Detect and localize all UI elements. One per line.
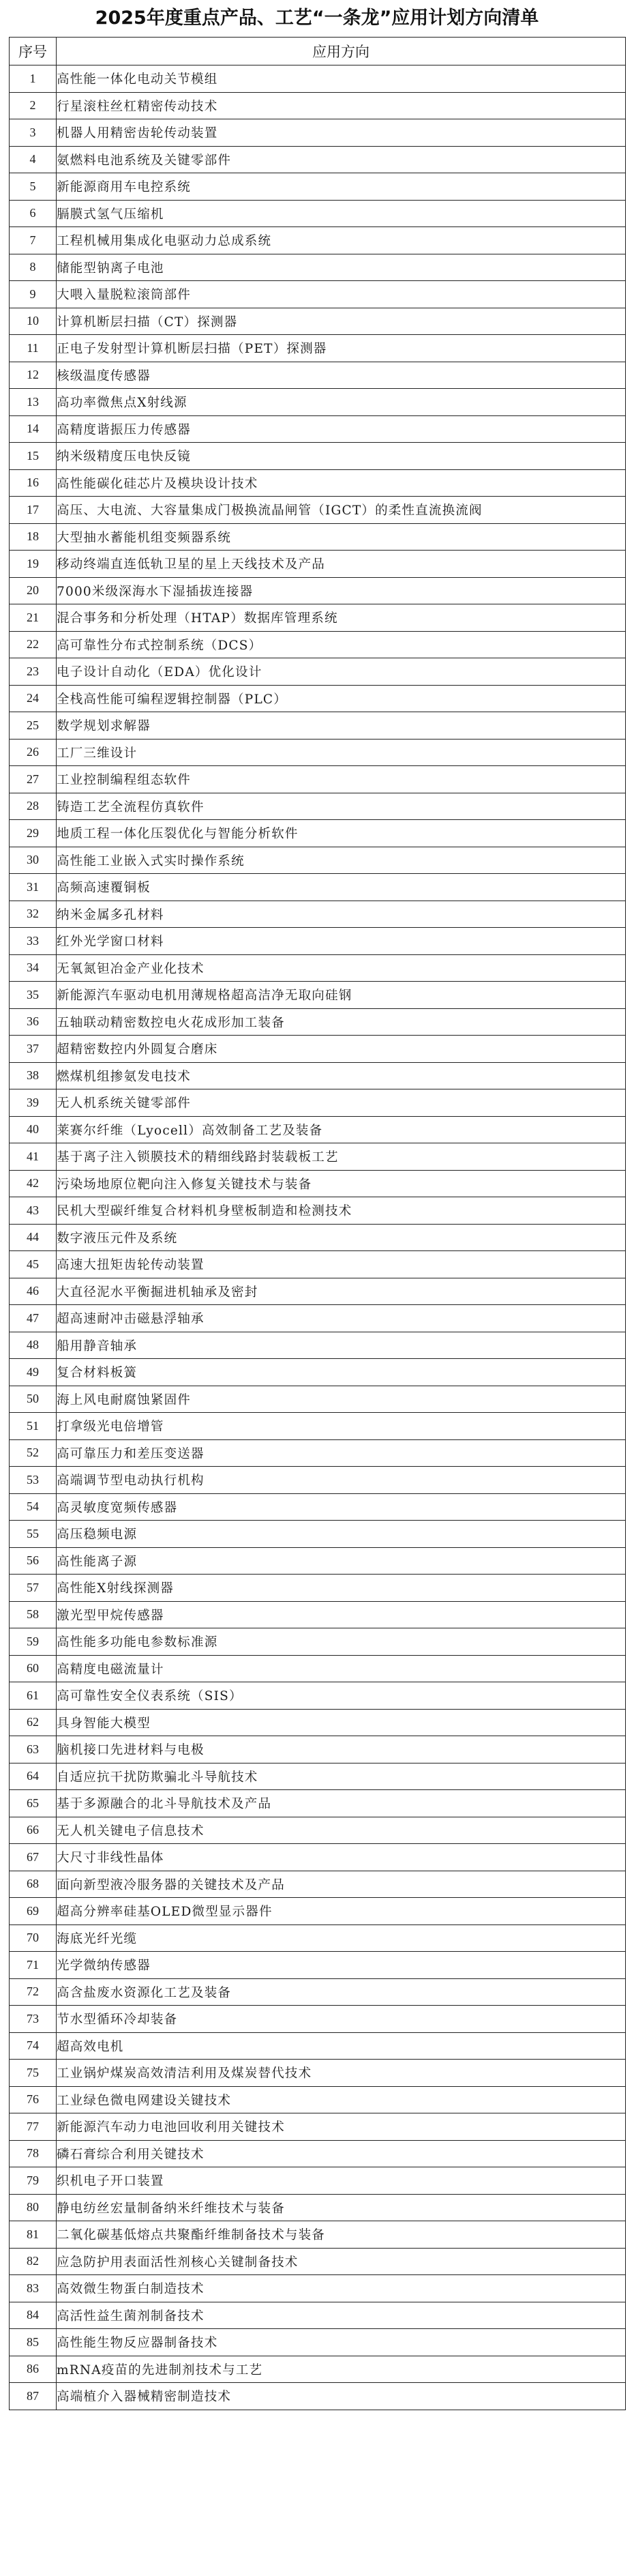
row-application-direction: 大尺寸非线性晶体 (57, 1844, 626, 1871)
row-application-direction: 移动终端直连低轨卫星的星上天线技术及产品 (57, 551, 626, 578)
table-row (10, 901, 626, 928)
row-serial-number: 20 (10, 577, 57, 604)
row-application-direction: 节水型循环冷却装备 (57, 2006, 626, 2033)
row-application-direction: 无人机系统关键零部件 (57, 1089, 626, 1117)
table-row (10, 1521, 626, 1548)
row-serial-number: 5 (10, 173, 57, 201)
row-serial-number: 33 (10, 928, 57, 955)
row-serial-number: 75 (10, 2060, 57, 2087)
row-application-direction: 五轴联动精密数控电火花成形加工装备 (57, 1008, 626, 1036)
table-row (10, 1817, 626, 1844)
table-row (10, 1871, 626, 1898)
table-row (10, 2248, 626, 2275)
row-serial-number: 23 (10, 658, 57, 686)
row-serial-number: 48 (10, 1332, 57, 1359)
table-row (10, 1062, 626, 1089)
row-application-direction: 大型抽水蓄能机组变频器系统 (57, 523, 626, 551)
row-serial-number: 64 (10, 1763, 57, 1790)
row-serial-number: 24 (10, 685, 57, 712)
table-row (10, 1305, 626, 1332)
row-application-direction: 铸造工艺全流程仿真软件 (57, 793, 626, 820)
row-serial-number: 40 (10, 1116, 57, 1143)
row-serial-number: 81 (10, 2221, 57, 2249)
table-row (10, 1251, 626, 1278)
table-row (10, 1467, 626, 1494)
row-application-direction: 高精度电磁流量计 (57, 1655, 626, 1682)
table-row (10, 2113, 626, 2141)
table-row (10, 1224, 626, 1251)
table-row (10, 1008, 626, 1036)
table-row (10, 1413, 626, 1440)
row-application-direction: 应急防护用表面活性剂核心关键制备技术 (57, 2248, 626, 2275)
row-application-direction: 数学规划求解器 (57, 712, 626, 740)
row-serial-number: 87 (10, 2383, 57, 2410)
table-row (10, 173, 626, 201)
table-row (10, 415, 626, 443)
table-row (10, 1898, 626, 1925)
row-serial-number: 32 (10, 901, 57, 928)
row-serial-number: 69 (10, 1898, 57, 1925)
row-serial-number: 42 (10, 1170, 57, 1197)
table-row (10, 1197, 626, 1225)
row-serial-number: 53 (10, 1467, 57, 1494)
table-row (10, 254, 626, 281)
row-application-direction: 大喂入量脱粒滚筒部件 (57, 281, 626, 308)
row-application-direction: 海上风电耐腐蚀紧固件 (57, 1386, 626, 1413)
row-serial-number: 56 (10, 1547, 57, 1575)
row-serial-number: 4 (10, 146, 57, 173)
row-application-direction: 复合材料板簧 (57, 1359, 626, 1386)
row-application-direction: 高性能碳化硅芯片及模块设计技术 (57, 469, 626, 497)
table-row (10, 1682, 626, 1710)
row-application-direction: 新能源汽车驱动电机用薄规格超高洁净无取向硅钢 (57, 982, 626, 1009)
row-serial-number: 60 (10, 1655, 57, 1682)
table-body (10, 65, 626, 2410)
row-application-direction: 高性能生物反应器制备技术 (57, 2329, 626, 2356)
row-application-direction: 高性能一体化电动关节模组 (57, 65, 626, 93)
table-row (10, 1628, 626, 1656)
row-application-direction: 超高速耐冲击磁悬浮轴承 (57, 1305, 626, 1332)
row-serial-number: 36 (10, 1008, 57, 1036)
row-serial-number: 6 (10, 200, 57, 227)
row-application-direction: 高含盐废水资源化工艺及装备 (57, 1978, 626, 2006)
row-application-direction: 光学微纳传感器 (57, 1952, 626, 1979)
row-serial-number: 38 (10, 1062, 57, 1089)
row-application-direction: 无氧氮钽冶金产业化技术 (57, 954, 626, 982)
table-row (10, 2140, 626, 2167)
row-serial-number: 39 (10, 1089, 57, 1117)
table-row (10, 1278, 626, 1305)
row-application-direction: 具身智能大模型 (57, 1709, 626, 1736)
table-row (10, 1952, 626, 1979)
row-application-direction: 正电子发射型计算机断层扫描（PET）探测器 (57, 335, 626, 362)
row-application-direction: 民机大型碳纤维复合材料机身壁板制造和检测技术 (57, 1197, 626, 1225)
row-application-direction: 数字液压元件及系统 (57, 1224, 626, 1251)
row-serial-number: 1 (10, 65, 57, 93)
row-application-direction: 自适应抗干扰防欺骗北斗导航技术 (57, 1763, 626, 1790)
row-application-direction: 纳米金属多孔材料 (57, 901, 626, 928)
row-application-direction: 高性能多功能电参数标准源 (57, 1628, 626, 1656)
row-serial-number: 59 (10, 1628, 57, 1656)
table-row (10, 1089, 626, 1117)
row-application-direction: 高端植介入器械精密制造技术 (57, 2383, 626, 2410)
table-row (10, 281, 626, 308)
table-row (10, 1601, 626, 1628)
row-serial-number: 65 (10, 1790, 57, 1817)
table-row (10, 308, 626, 335)
row-application-direction: 工业锅炉煤炭高效清洁利用及煤炭替代技术 (57, 2060, 626, 2087)
table-row (10, 766, 626, 793)
row-serial-number: 14 (10, 415, 57, 443)
table-row (10, 362, 626, 389)
table-row (10, 1709, 626, 1736)
row-serial-number: 72 (10, 1978, 57, 2006)
row-serial-number: 2 (10, 92, 57, 119)
row-application-direction: 织机电子开口装置 (57, 2167, 626, 2195)
row-application-direction: 高效微生物蛋白制造技术 (57, 2275, 626, 2302)
row-application-direction: 机器人用精密齿轮传动装置 (57, 119, 626, 147)
table-row (10, 1763, 626, 1790)
row-serial-number: 13 (10, 389, 57, 416)
row-serial-number: 66 (10, 1817, 57, 1844)
row-application-direction: 高性能离子源 (57, 1547, 626, 1575)
row-application-direction: 工程机械用集成化电驱动力总成系统 (57, 227, 626, 254)
row-application-direction: 基于多源融合的北斗导航技术及产品 (57, 1790, 626, 1817)
row-application-direction: 基于离子注入锁膜技术的精细线路封装载板工艺 (57, 1143, 626, 1171)
row-application-direction: 电子设计自动化（EDA）优化设计 (57, 658, 626, 686)
row-serial-number: 62 (10, 1709, 57, 1736)
row-application-direction: 污染场地原位靶向注入修复关键技术与装备 (57, 1170, 626, 1197)
row-application-direction: 面向新型液冷服务器的关键技术及产品 (57, 1871, 626, 1898)
table-row (10, 335, 626, 362)
row-serial-number: 46 (10, 1278, 57, 1305)
row-serial-number: 51 (10, 1413, 57, 1440)
table-row (10, 1736, 626, 1763)
table-row (10, 1978, 626, 2006)
row-serial-number: 12 (10, 362, 57, 389)
row-serial-number: 9 (10, 281, 57, 308)
row-serial-number: 34 (10, 954, 57, 982)
table-row (10, 1924, 626, 1952)
row-application-direction: 工业控制编程组态软件 (57, 766, 626, 793)
table-row (10, 119, 626, 147)
table-row (10, 1332, 626, 1359)
row-serial-number: 16 (10, 469, 57, 497)
row-serial-number: 76 (10, 2086, 57, 2113)
row-serial-number: 63 (10, 1736, 57, 1763)
row-serial-number: 17 (10, 497, 57, 524)
row-application-direction: 超精密数控内外圆复合磨床 (57, 1036, 626, 1063)
table-row (10, 2006, 626, 2033)
table-row (10, 820, 626, 847)
table-row (10, 1575, 626, 1602)
row-application-direction: 高活性益生菌剂制备技术 (57, 2302, 626, 2329)
table-row (10, 2194, 626, 2221)
row-serial-number: 84 (10, 2302, 57, 2329)
row-serial-number: 58 (10, 1601, 57, 1628)
table-row (10, 874, 626, 901)
table-row (10, 982, 626, 1009)
row-serial-number: 71 (10, 1952, 57, 1979)
row-serial-number: 47 (10, 1305, 57, 1332)
row-application-direction: 全栈高性能可编程逻辑控制器（PLC） (57, 685, 626, 712)
row-serial-number: 78 (10, 2140, 57, 2167)
row-application-direction: 无人机关键电子信息技术 (57, 1817, 626, 1844)
row-serial-number: 8 (10, 254, 57, 281)
table-header-row (10, 38, 626, 65)
row-application-direction: 高精度谐振压力传感器 (57, 415, 626, 443)
table-row (10, 577, 626, 604)
row-serial-number: 3 (10, 119, 57, 147)
table-row (10, 1439, 626, 1467)
row-application-direction: 船用静音轴承 (57, 1332, 626, 1359)
table-row (10, 1116, 626, 1143)
table-row (10, 793, 626, 820)
row-serial-number: 27 (10, 766, 57, 793)
row-serial-number: 44 (10, 1224, 57, 1251)
row-application-direction: 高灵敏度宽频传感器 (57, 1493, 626, 1521)
row-serial-number: 7 (10, 227, 57, 254)
table-row (10, 2356, 626, 2383)
row-serial-number: 30 (10, 847, 57, 874)
row-application-direction: 核级温度传感器 (57, 362, 626, 389)
row-application-direction: 工业绿色微电网建设关键技术 (57, 2086, 626, 2113)
row-application-direction: 纳米级精度压电快反镜 (57, 443, 626, 470)
table-row (10, 65, 626, 93)
row-serial-number: 19 (10, 551, 57, 578)
row-serial-number: 49 (10, 1359, 57, 1386)
row-application-direction: 行星滚柱丝杠精密传动技术 (57, 92, 626, 119)
row-application-direction: 红外光学窗口材料 (57, 928, 626, 955)
row-serial-number: 86 (10, 2356, 57, 2383)
row-serial-number: 22 (10, 631, 57, 658)
row-application-direction: 超高分辨率硅基OLED微型显示器件 (57, 1898, 626, 1925)
row-serial-number: 68 (10, 1871, 57, 1898)
row-application-direction: 超高效电机 (57, 2032, 626, 2060)
row-application-direction: 新能源商用车电控系统 (57, 173, 626, 201)
page-title: 2025年度重点产品、工艺“一条龙”应用计划方向清单 (95, 8, 539, 29)
row-serial-number: 52 (10, 1439, 57, 1467)
row-application-direction: 高可靠性分布式控制系统（DCS） (57, 631, 626, 658)
row-serial-number: 45 (10, 1251, 57, 1278)
row-serial-number: 35 (10, 982, 57, 1009)
row-application-direction: 静电纺丝宏量制备纳米纤维技术与装备 (57, 2194, 626, 2221)
table-row (10, 631, 626, 658)
row-application-direction: 高可靠性安全仪表系统（SIS） (57, 1682, 626, 1710)
row-application-direction: 高压、大电流、大容量集成门极换流晶闸管（IGCT）的柔性直流换流阀 (57, 497, 626, 524)
table-row (10, 551, 626, 578)
row-serial-number: 85 (10, 2329, 57, 2356)
row-serial-number: 29 (10, 820, 57, 847)
row-serial-number: 37 (10, 1036, 57, 1063)
table-row (10, 1655, 626, 1682)
row-serial-number: 79 (10, 2167, 57, 2195)
row-serial-number: 70 (10, 1924, 57, 1952)
row-serial-number: 77 (10, 2113, 57, 2141)
table-row (10, 954, 626, 982)
table-row (10, 1170, 626, 1197)
row-serial-number: 61 (10, 1682, 57, 1710)
row-serial-number: 50 (10, 1386, 57, 1413)
row-application-direction: 高频高速覆铜板 (57, 874, 626, 901)
table-row (10, 92, 626, 119)
row-application-direction: 海底光纤光缆 (57, 1924, 626, 1952)
table-row (10, 443, 626, 470)
row-application-direction: 大直径泥水平衡掘进机轴承及密封 (57, 1278, 626, 1305)
table-row (10, 200, 626, 227)
header-serial-number: 序号 (10, 38, 57, 65)
table-row (10, 685, 626, 712)
table-row (10, 847, 626, 874)
row-application-direction: 7000米级深海水下湿插拔连接器 (57, 577, 626, 604)
row-serial-number: 21 (10, 604, 57, 632)
row-serial-number: 80 (10, 2194, 57, 2221)
row-application-direction: 高性能工业嵌入式实时操作系统 (57, 847, 626, 874)
table-row (10, 1359, 626, 1386)
row-serial-number: 83 (10, 2275, 57, 2302)
header-application-direction: 应用方向 (57, 38, 626, 65)
row-serial-number: 43 (10, 1197, 57, 1225)
table-row (10, 389, 626, 416)
table-row (10, 712, 626, 740)
table-row (10, 2275, 626, 2302)
table-row (10, 2167, 626, 2195)
row-serial-number: 55 (10, 1521, 57, 1548)
row-application-direction: 储能型钠离子电池 (57, 254, 626, 281)
table-row (10, 146, 626, 173)
row-serial-number: 54 (10, 1493, 57, 1521)
table-row (10, 1547, 626, 1575)
row-application-direction: 二氧化碳基低熔点共聚酯纤维制备技术与装备 (57, 2221, 626, 2249)
table-row (10, 658, 626, 686)
row-application-direction: 地质工程一体化压裂优化与智能分析软件 (57, 820, 626, 847)
direction-table (9, 37, 626, 2410)
table-row (10, 2221, 626, 2249)
row-serial-number: 57 (10, 1575, 57, 1602)
row-application-direction: 高性能X射线探测器 (57, 1575, 626, 1602)
row-serial-number: 74 (10, 2032, 57, 2060)
row-application-direction: 新能源汽车动力电池回收利用关键技术 (57, 2113, 626, 2141)
table-row (10, 739, 626, 766)
table-row (10, 469, 626, 497)
row-application-direction: 脑机接口先进材料与电极 (57, 1736, 626, 1763)
row-application-direction: 氨燃料电池系统及关键零部件 (57, 146, 626, 173)
row-application-direction: 计算机断层扫描（CT）探测器 (57, 308, 626, 335)
row-serial-number: 31 (10, 874, 57, 901)
row-application-direction: mRNA疫苗的先进制剂技术与工艺 (57, 2356, 626, 2383)
row-application-direction: 高压稳频电源 (57, 1521, 626, 1548)
table-row (10, 523, 626, 551)
table-row (10, 1493, 626, 1521)
table-row (10, 1386, 626, 1413)
row-application-direction: 高可靠压力和差压变送器 (57, 1439, 626, 1467)
table-row (10, 227, 626, 254)
row-serial-number: 28 (10, 793, 57, 820)
row-application-direction: 燃煤机组掺氨发电技术 (57, 1062, 626, 1089)
row-serial-number: 73 (10, 2006, 57, 2033)
table-row (10, 928, 626, 955)
row-application-direction: 激光型甲烷传感器 (57, 1601, 626, 1628)
row-application-direction: 工厂三维设计 (57, 739, 626, 766)
row-serial-number: 41 (10, 1143, 57, 1171)
table-row (10, 604, 626, 632)
table-row (10, 2060, 626, 2087)
row-serial-number: 82 (10, 2248, 57, 2275)
table-row (10, 2383, 626, 2410)
table-row (10, 2086, 626, 2113)
table-row (10, 1036, 626, 1063)
row-application-direction: 高速大扭矩齿轮传动装置 (57, 1251, 626, 1278)
row-serial-number: 26 (10, 739, 57, 766)
row-serial-number: 18 (10, 523, 57, 551)
row-application-direction: 混合事务和分析处理（HTAP）数据库管理系统 (57, 604, 626, 632)
table-row (10, 1790, 626, 1817)
row-serial-number: 10 (10, 308, 57, 335)
row-serial-number: 11 (10, 335, 57, 362)
table-row (10, 1844, 626, 1871)
row-application-direction: 磷石膏综合利用关键技术 (57, 2140, 626, 2167)
table-row (10, 497, 626, 524)
row-serial-number: 25 (10, 712, 57, 740)
row-application-direction: 莱赛尔纤维（Lyocell）高效制备工艺及装备 (57, 1116, 626, 1143)
row-serial-number: 67 (10, 1844, 57, 1871)
table-row (10, 1143, 626, 1171)
row-application-direction: 打拿级光电倍增管 (57, 1413, 626, 1440)
row-application-direction: 高功率微焦点X射线源 (57, 389, 626, 416)
row-serial-number: 15 (10, 443, 57, 470)
table-row (10, 2032, 626, 2060)
row-application-direction: 高端调节型电动执行机构 (57, 1467, 626, 1494)
table-row (10, 2329, 626, 2356)
table-row (10, 2302, 626, 2329)
row-application-direction: 膈膜式氢气压缩机 (57, 200, 626, 227)
